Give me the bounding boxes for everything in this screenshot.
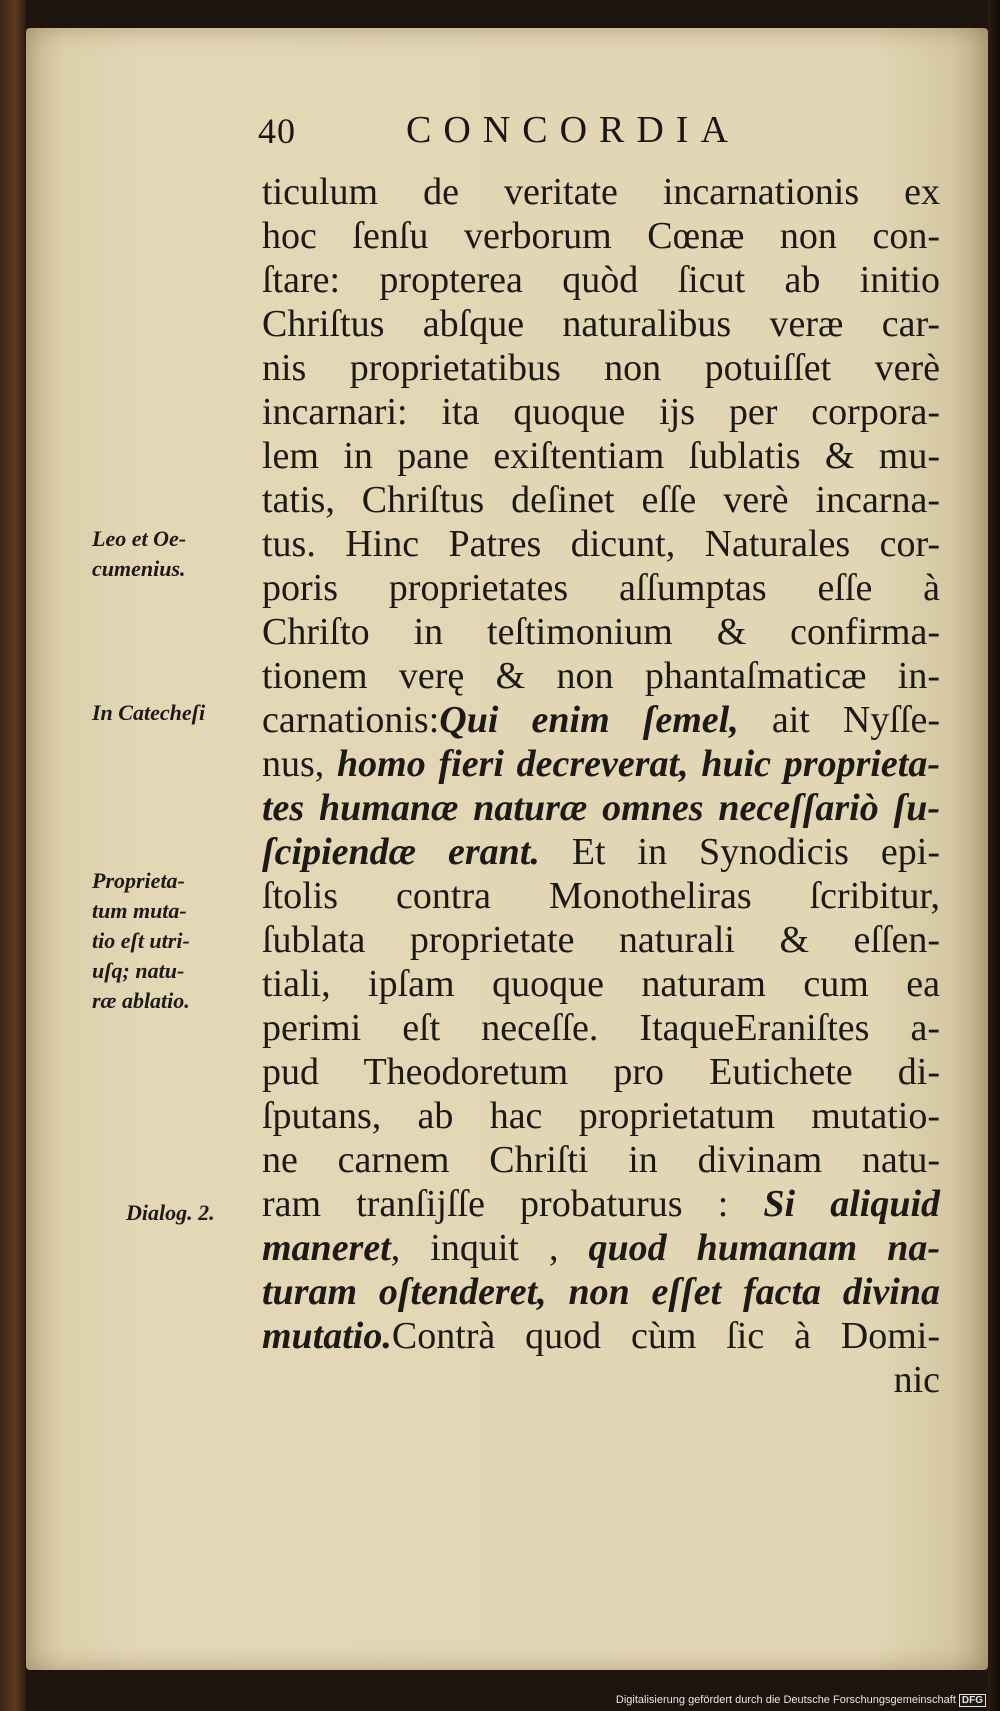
text-run: Et in Synodicis epi- — [539, 831, 940, 873]
digitization-credit — [616, 1694, 986, 1707]
text-line: perimi eſt neceſſe. ItaqueEraniſtes a- — [262, 1007, 940, 1049]
text-line — [262, 1270, 940, 1314]
text-line — [262, 830, 940, 874]
text-line: poris proprietates aſſumptas eſſe à — [262, 567, 940, 609]
dfg-logo: DFG — [959, 1694, 986, 1707]
margin-note-line: Dialog. 2. — [126, 1200, 215, 1225]
margin-note-line: Proprieta- — [92, 868, 185, 893]
text-line: Chriſto in teſtimonium & confirma- — [262, 611, 940, 653]
text-run: ram tranſijſſe probaturus : — [262, 1183, 729, 1225]
italic-quote: ſcipiendæ erant. — [262, 831, 540, 873]
page-edge — [988, 0, 1000, 1711]
italic-quote: maneret — [262, 1227, 391, 1269]
text-line: hoc ſenſu verborum Cœnæ non con- — [262, 215, 940, 257]
running-title: CONCORDIA — [406, 109, 740, 151]
page-header — [258, 108, 818, 158]
text-line: nis proprietatibus non potuiſſet verè — [262, 347, 940, 389]
text-line: ticulum de veritate incarnationis ex — [262, 171, 940, 213]
book-spine — [0, 0, 26, 1711]
margin-note — [92, 524, 262, 584]
text-line: incarnari: ita quoque ijs per corpora- — [262, 391, 940, 433]
text-line: lem in pane exiſtentiam ſublatis & mu- — [262, 435, 940, 477]
italic-quote: tes humanæ naturæ omnes neceſſariò ſu- — [262, 787, 940, 829]
text-line: ſtare: propterea quòd ſicut ab initio — [262, 259, 940, 301]
text-run: Contrà quod cùm ſic à Domi- — [391, 1315, 940, 1357]
margin-note-line: Leo et Oe- — [92, 526, 187, 551]
text-line: tatis, Chriſtus deſinet eſſe verè incarna- — [262, 479, 940, 521]
text-line: pud Theodoretum pro Eutichete di- — [262, 1051, 940, 1093]
text-line — [262, 698, 940, 742]
margin-note-line: cumenius. — [92, 556, 186, 581]
text-line: ſputans, ab hac proprietatum mutatio- — [262, 1095, 940, 1137]
text-line: tus. Hinc Patres dicunt, Naturales cor- — [262, 523, 940, 565]
italic-quote: turam oſtenderet, non eſſet facta divina — [262, 1271, 940, 1313]
margin-note-line: ræ ablatio. — [92, 988, 190, 1013]
text-run: ait Nyſſe- — [738, 699, 940, 741]
text-line — [262, 1182, 940, 1226]
margin-note — [92, 698, 262, 728]
text-line — [262, 786, 940, 830]
text-line: tionem verę & non phantaſmaticæ in- — [262, 655, 940, 697]
text-run: , inquit , — [390, 1227, 559, 1269]
text-line: ſtolis contra Monotheliras ſcribitur, — [262, 875, 940, 917]
text-line — [262, 1226, 940, 1270]
italic-quote: mutatio. — [262, 1315, 392, 1357]
text-line: ſublata proprietate naturali & eſſen- — [262, 919, 940, 961]
margin-note — [126, 1198, 296, 1228]
page-number: 40 — [258, 111, 296, 151]
margin-note-line: tio eſt utri- — [92, 928, 190, 953]
italic-quote: Si aliquid — [763, 1183, 941, 1225]
text-line — [262, 742, 940, 786]
margin-note — [92, 866, 262, 1016]
text-run: carnationis: — [262, 699, 440, 741]
italic-quote: quod humanam na- — [558, 1227, 940, 1269]
italic-quote: homo fieri decreverat, huic proprieta- — [324, 743, 940, 785]
margin-note-line: In Catecheſi — [92, 700, 206, 725]
margin-note-line: uſq; natu- — [92, 958, 185, 983]
margin-note-line: tum muta- — [92, 898, 187, 923]
catchword: nic — [893, 1359, 940, 1401]
text-line — [262, 1314, 940, 1358]
italic-quote: Qui enim ſemel, — [439, 699, 739, 741]
text-line: tiali, ipſam quoque naturam cum ea — [262, 963, 940, 1005]
body-text — [262, 170, 940, 1402]
text-line: Chriſtus abſque naturalibus veræ car- — [262, 303, 940, 345]
text-line: ne carnem Chriſti in divinam natu- — [262, 1139, 940, 1181]
credit-text: Digitalisierung gefördert durch die Deutsche Forschungsgemeinschaft — [615, 1694, 956, 1706]
text-run: nus, — [262, 743, 325, 785]
